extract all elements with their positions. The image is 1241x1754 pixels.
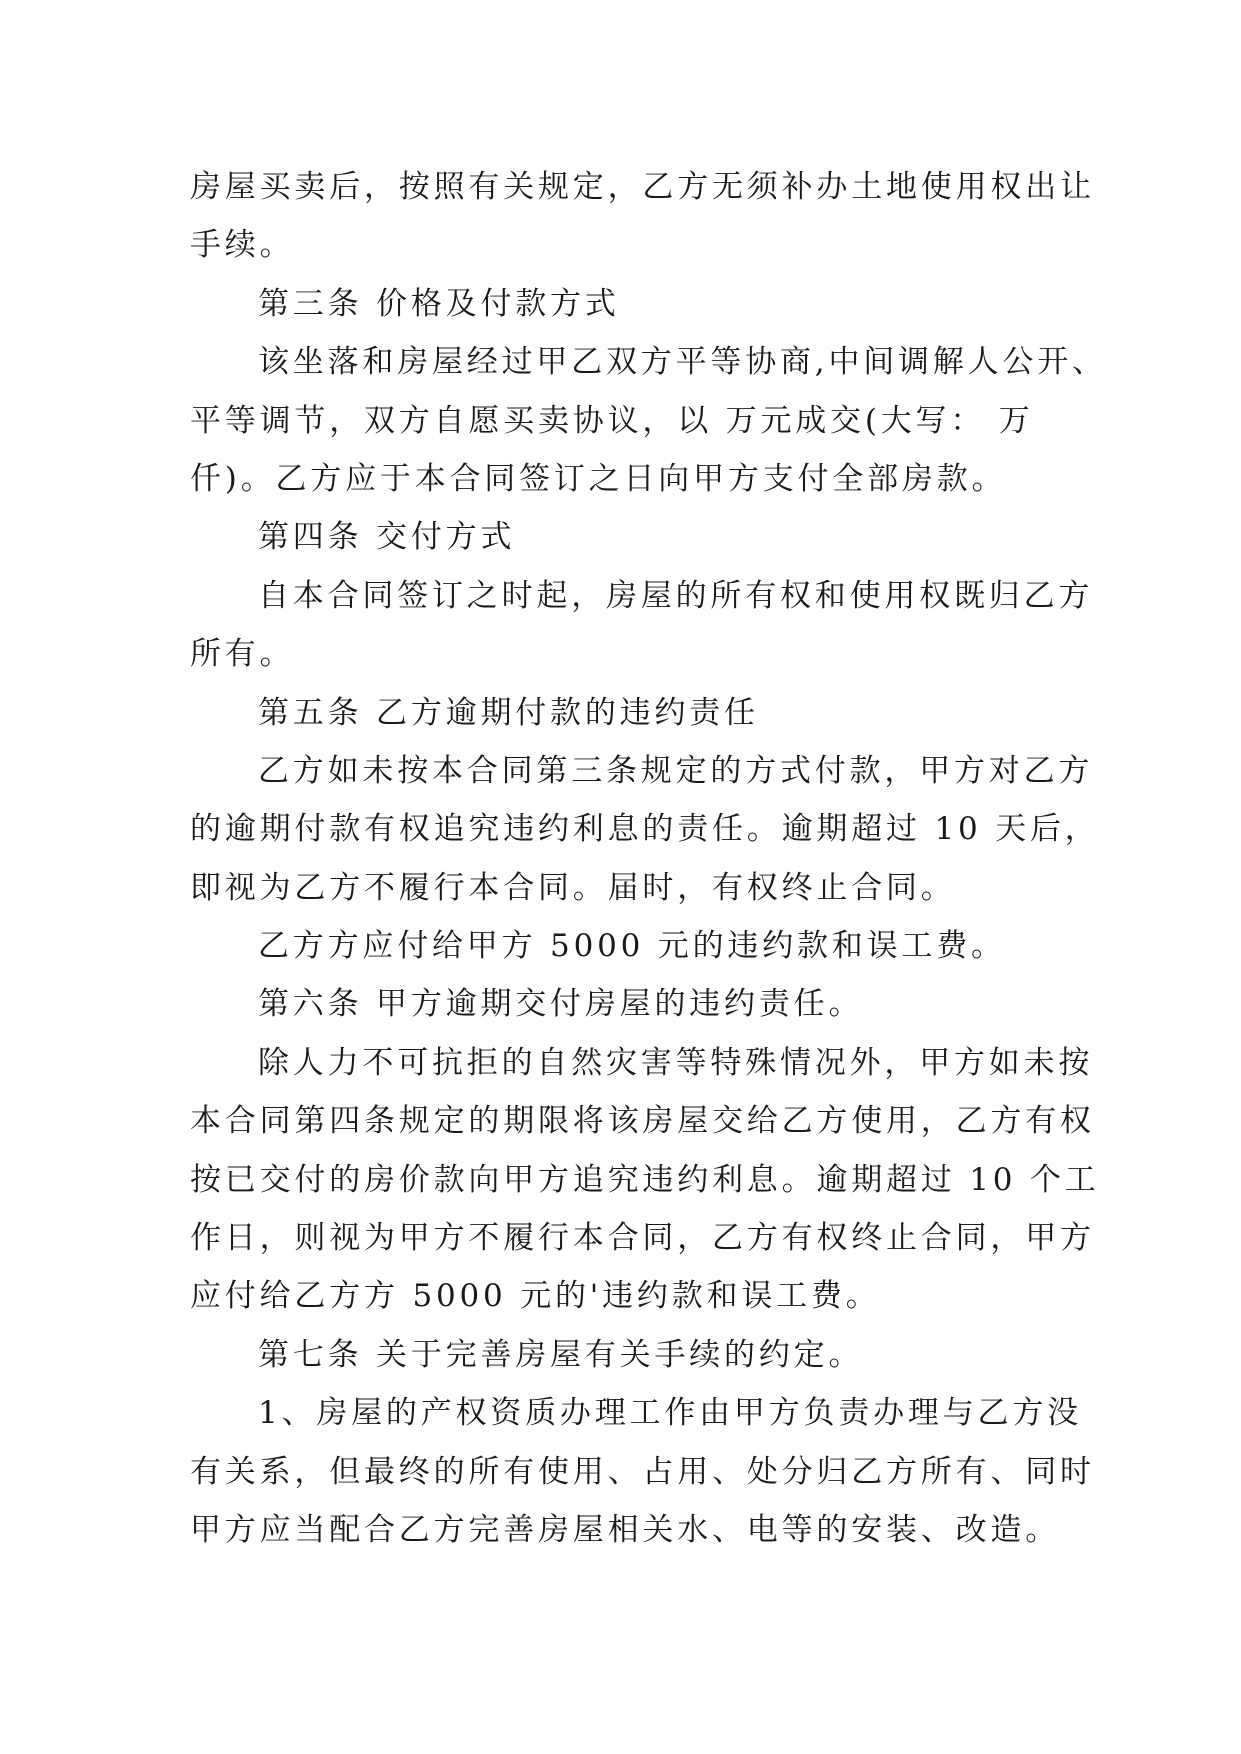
document-body [190, 158, 1107, 1559]
paragraph-line: 按已交付的房价款向甲方追究违约利息。逾期超过 10 个工 [190, 1161, 1100, 1198]
paragraph-line: 自本合同签订之时起，房屋的所有权和使用权既归乙方 [258, 577, 1094, 614]
paragraph-line: 即视为乙方不履行本合同。届时，有权终止合同。 [190, 869, 956, 906]
article-4-heading: 第四条 交付方式 [258, 519, 516, 556]
paragraph-line: 本合同第四条规定的期限将该房屋交给乙方使用，乙方有权 [190, 1103, 1095, 1140]
paragraph-line: 1、房屋的产权资质办理工作由甲方负责办理与乙方没 [258, 1395, 1082, 1432]
article-7-heading: 第七条 关于完善房屋有关手续的约定。 [258, 1336, 864, 1373]
paragraph-line: 有关系，但最终的所有使用、占用、处分归乙方所有、同时 [190, 1453, 1095, 1490]
paragraph-line: 平等调节，双方自愿买卖协议，以 万元成交(大写： 万 [190, 402, 1034, 439]
paragraph-line: 乙方如未按本合同第三条规定的方式付款，甲方对乙方 [258, 752, 1094, 789]
paragraph-line: 甲方应当配合乙方完善房屋相关水、电等的安装、改造。 [190, 1511, 1060, 1548]
paragraph-line: 除人力不可抗拒的自然灾害等特殊情况外，甲方如未按 [258, 1044, 1094, 1081]
paragraph-line: 手续。 [190, 227, 295, 264]
paragraph-line: 作日，则视为甲方不履行本合同，乙方有权终止合同，甲方 [190, 1220, 1095, 1257]
paragraph-line: 所有。 [190, 636, 295, 673]
article-3-heading: 第三条 价格及付款方式 [258, 285, 620, 322]
paragraph-line: 该坐落和房屋经过甲乙双方平等协商,中间调解人公开、 [258, 344, 1107, 381]
paragraph-line: 的逾期付款有权追究违约利息的责任。逾期超过 10 天后， [190, 811, 1100, 848]
article-5-heading: 第五条 乙方逾期付款的违约责任 [258, 694, 759, 731]
paragraph-line: 房屋买卖后，按照有关规定，乙方无须补办土地使用权出让 [190, 169, 1095, 205]
article-6-heading: 第六条 甲方逾期交付房屋的违约责任。 [258, 986, 864, 1023]
paragraph-line: 应付给乙方方 5000 元的'违约款和误工费。 [190, 1278, 881, 1315]
paragraph-line: 仟)。乙方应于本合同签订之日向甲方支付全部房款。 [190, 460, 1007, 497]
paragraph-line: 乙方方应付给甲方 5000 元的违约款和误工费。 [258, 928, 1006, 965]
